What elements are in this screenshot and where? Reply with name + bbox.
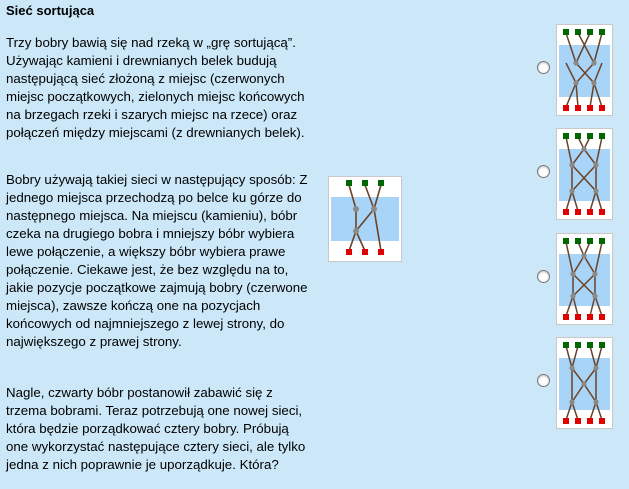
option-a-radio[interactable] xyxy=(537,61,550,74)
task-title: Sieć sortująca xyxy=(6,3,95,18)
option-a-network[interactable] xyxy=(556,24,613,116)
example-network-figure xyxy=(328,176,402,262)
task-paragraph-question: Nagle, czwarty bóbr postanowił zabawić się z trzema bobrami. Teraz potrzebują one nowej sieci, która będzie porządkować cztery bobry. Próbują one wykorzystać następujące cztery sieci, ale tylko jedna z nich poprawnie je uporządkuje. Która? xyxy=(6,385,306,472)
option-d-radio[interactable] xyxy=(537,374,550,387)
option-c-diagram xyxy=(557,234,612,324)
example-network-diagram xyxy=(329,177,401,261)
option-b-diagram xyxy=(557,129,612,219)
option-d-diagram xyxy=(557,338,612,428)
option-c-radio[interactable] xyxy=(537,270,550,283)
option-b-radio[interactable] xyxy=(537,165,550,178)
task-paragraph-intro: Trzy bobry bawią się nad rzeką w „grę sortującą”. Używając kamieni i drewnianych belek budują następującą sieć złożoną z miejsc (czerwonych miejsc początkowych, zielonych miejsc końcowych na brzegach rzeki i szarych miejsc na rzece) oraz połączeń między miejscami (z drewnianych belek). xyxy=(6,35,305,140)
option-c-network[interactable] xyxy=(556,233,613,325)
option-b-network[interactable] xyxy=(556,128,613,220)
task-paragraph-rules: Bobry używają takiej sieci w następujący sposób: Z jednego miejsca przechodzą po belce ku górze do następnego miejsca. Na miejscu (kamieniu), bóbr czeka na drugiego bobra i mniejszy bóbr wybiera lewe połączenie, a większy bóbr wybiera prawe połączenie. Ciekawe jest, że bez względu na to, jakie pozycje początkowe zajmują bobry (czerwone miejsca), zawsze kończą one na pozycjach końcowych od najmniejszego z lewej strony, do największego z prawej strony. xyxy=(6,172,308,349)
option-d-network[interactable] xyxy=(556,337,613,429)
start-places-red xyxy=(346,249,384,255)
end-places-green xyxy=(346,180,384,186)
option-a-diagram xyxy=(557,25,612,115)
